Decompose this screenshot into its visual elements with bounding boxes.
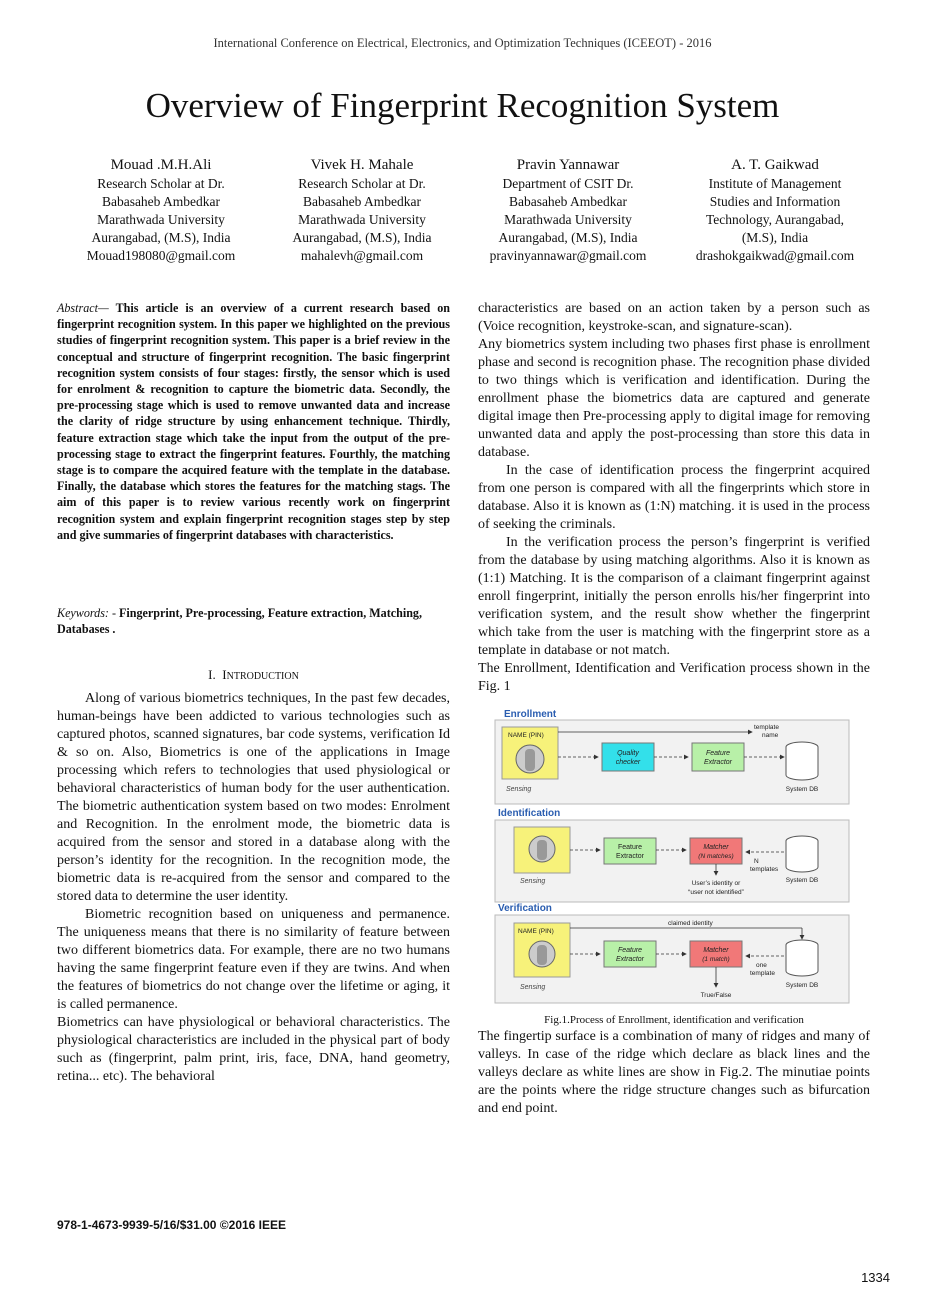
quality-checker-label: checker xyxy=(615,759,641,766)
author-block xyxy=(257,156,467,265)
quality-checker-box xyxy=(602,743,654,771)
right-column-body-continued xyxy=(478,1028,870,1118)
author-affiliation: Marathwada University xyxy=(97,212,225,227)
abstract xyxy=(57,300,450,543)
paragraph: Along of various biometrics techniques, In the past few decades, human-beings have been addicted to various technologies such as captured photos, scanned signatures, bar code systems, verification Id & so on. Also, Biometrics is one of the applications in Image processing which refers to technologies that used physiological or behavioral characteristics of human body for the user authentication. The biometric authentication system based on two modes: Enrolment and Recognition. In the enrolment mode, the biometric data is acquired from the sensor and stored in a database along with the person’s identity for the recognition. In the recognition mode, the biometric data is re-acquired from the sensor and compared to the stored data to determine the user identity. xyxy=(57,691,450,904)
author-affiliation: Studies and Information xyxy=(709,194,841,209)
finger-shape xyxy=(537,840,547,860)
keywords-text: Fingerprint, Pre-processing, Feature extraction, Matching, Databases . xyxy=(57,606,422,637)
figure-caption: Fig.1.Process of Enrollment, identification and verification xyxy=(544,1014,804,1026)
n-templates-label: templates xyxy=(750,866,779,873)
database-icon xyxy=(786,747,818,780)
matcher-label: Matcher xyxy=(703,947,729,954)
author-affiliation: Technology, Aurangabad, xyxy=(705,212,844,227)
feature-extractor-box xyxy=(692,743,744,771)
copyright-footer: 978-1-4673-9939-5/16/$31.00 ©2016 IEEE xyxy=(57,1218,287,1232)
identity-result-label: “user not identified” xyxy=(688,889,744,896)
section-heading xyxy=(57,667,450,683)
paragraph: Biometrics can have physiological or behavioral characteristics. The physiological characteristics are included in the physical part of body such as (fingerprint, palm print, iris, face, DNA, hand geometry, retina... etc). The behavioral xyxy=(57,1015,450,1084)
paper-title: Overview of Fingerprint Recognition System xyxy=(145,86,780,125)
figure-1-diagram xyxy=(492,707,852,1007)
author-block xyxy=(670,156,880,265)
author-name: A. T. Gaikwad xyxy=(731,157,819,173)
author-affiliation: Aurangabad, (M.S), India xyxy=(292,230,432,245)
conference-header: International Conference on Electrical, Electronics, and Optimization Techniques (ICEEOT) - 2016 xyxy=(213,36,712,50)
name-pin-label: NAME (PIN) xyxy=(518,928,554,935)
claimed-identity-label: claimed identity xyxy=(668,920,713,927)
author-affiliation: Department of CSIT Dr. xyxy=(502,176,634,191)
keywords xyxy=(57,605,450,637)
author-affiliation: Institute of Management xyxy=(708,176,842,191)
finger-shape xyxy=(537,945,547,965)
author-affiliation: Research Scholar at Dr. xyxy=(97,176,225,191)
name-pin-label: NAME (PIN) xyxy=(508,732,544,739)
system-db-label: System DB xyxy=(785,877,819,884)
author-block xyxy=(463,156,673,265)
section-number: I. xyxy=(208,667,216,682)
matcher-label: Matcher xyxy=(703,844,729,851)
feature-extractor-label: Extractor xyxy=(615,853,645,860)
author-name: Mouad .M.H.Ali xyxy=(110,157,212,173)
one-template-label: one xyxy=(756,962,767,969)
paragraph: Any biometrics system including two phases first phase is enrollment phase and second is recognition phase. The recognition phase divided to two things which is verification and identification. During the enrollment phase the biometrics data are captured and generate digital image then Pre-processing apply to digital image for removing unwanted data and apply the post-processing than store this data in database. xyxy=(478,337,870,460)
introduction-body xyxy=(57,690,450,1086)
database-icon xyxy=(786,945,818,976)
author-affiliation: Marathwada University xyxy=(298,212,426,227)
system-db-label: System DB xyxy=(785,982,819,989)
keywords-label: Keywords: - xyxy=(57,606,117,620)
paragraph: In the case of identification process the fingerprint acquired from one person is compared with all the fingerprints which store in database. Also it is known as (1:N) matching. it is used in the process of seeking the criminals. xyxy=(478,463,870,532)
database-icon xyxy=(786,841,818,872)
paragraph: characteristics are based on an action taken by a person such as (Voice recognition, keystroke-scan, and signature-scan). xyxy=(478,301,870,334)
author-affiliation: Babasaheb Ambedkar xyxy=(302,194,422,209)
feature-extractor-label: Extractor xyxy=(703,759,733,766)
matcher-box xyxy=(690,838,742,864)
paragraph: Biometric recognition based on uniqueness and permanence. The uniqueness means that there is no similarity of feature between two different biometrics data. For example, there are no two humans having the same fingerprint feature even if they are twins. And when the features of biometrics do not change over the lifetime or aging, it is called permanence. xyxy=(57,907,450,1012)
author-email[interactable]: pravinyannawar@gmail.com xyxy=(489,248,647,263)
author-affiliation: Research Scholar at Dr. xyxy=(298,176,426,191)
enrollment-title: Enrollment xyxy=(504,709,557,720)
author-block xyxy=(56,156,266,265)
right-column-body xyxy=(478,300,870,696)
n-matches-label: (N matches) xyxy=(698,853,734,860)
feature-extractor-label: Feature xyxy=(705,750,731,757)
verification-title: Verification xyxy=(498,903,552,914)
n-templates-label: N xyxy=(754,858,759,865)
finger-shape xyxy=(525,749,535,771)
author-affiliation: Babasaheb Ambedkar xyxy=(101,194,221,209)
author-name: Pravin Yannawar xyxy=(516,157,620,173)
sensing-label: Sensing xyxy=(520,984,546,991)
template-name-label: name xyxy=(762,732,779,739)
author-email[interactable]: drashokgaikwad@gmail.com xyxy=(695,248,855,263)
one-match-label: (1 match) xyxy=(702,956,730,963)
author-affiliation: (M.S), India xyxy=(741,230,809,245)
author-affiliation: Babasaheb Ambedkar xyxy=(508,194,628,209)
author-email[interactable]: mahalevh@gmail.com xyxy=(300,248,424,263)
section-title-initial: I xyxy=(222,667,227,682)
sensing-label: Sensing xyxy=(506,786,532,793)
identity-result-label: User’s identity or xyxy=(691,880,741,887)
paragraph: In the verification process the person’s fingerprint is verified from the database by using matching algorithms. Also it is known as (1:1) Matching. It is the comparison of a claimant fingerprint against enroll fingerprint, initially the person enrolls his/her fingerprint into verification system, and the result show whether the fingerprint which take from the user is matching with the fingerprint store as a template in database or not match. xyxy=(478,535,870,658)
paragraph: The Enrollment, Identification and Verification process shown in the Fig. 1 xyxy=(478,661,870,694)
true-false-label: True/False xyxy=(700,992,732,999)
feature-extractor-box xyxy=(604,941,656,967)
identification-title: Identification xyxy=(498,808,561,819)
page-number: 1334 xyxy=(861,1270,890,1285)
section-title-rest: NTRODUCTION xyxy=(226,671,299,682)
feature-extractor-box xyxy=(604,838,656,864)
quality-checker-label: Quality xyxy=(617,750,639,757)
feature-extractor-label: Feature xyxy=(617,947,643,954)
author-affiliation: Aurangabad, (M.S), India xyxy=(498,230,638,245)
abstract-label: Abstract— xyxy=(57,301,109,315)
author-name: Vivek H. Mahale xyxy=(310,157,414,173)
matcher-box xyxy=(690,941,742,967)
sensing-label: Sensing xyxy=(520,878,546,885)
feature-extractor-label: Extractor xyxy=(615,956,645,963)
paragraph: The fingertip surface is a combination of many of ridges and many of valleys. In case of the ridge which declare as black lines and the valleys declare as white lines are show in Fig.2. The minutiae points are the points where the ridge structure changes such as bifurcation and end point. xyxy=(478,1029,870,1116)
abstract-text: This article is an overview of a current research based on fingerprint recognition system. In this paper we highlighted on the previous studies of fingerprint recognition system. This paper is a brief review in the conceptual and structure of fingerprint recognition. The basic fingerprint recognition system consists of four stages: firstly, the sensor which is used for enrolment & recognition to capture the biometric data. Secondly, the pre-processing stage which is used to remove unwanted data and increase the clarity of ridge structure by using enhancement technique. Thirdly, feature extraction stage which take the input from the output of the pre-processing stage to extract the fingerprint features. Fourthly, the matching stage is to compare the acquired feature with the template in the database. Finally, the database which stores the features for the matching stags. The aim of this paper is to review various recently work on fingerprint recognition system and explain fingerprint recognition stages step by step and give summaries of fingerprint databases with characteristics. xyxy=(57,301,450,542)
one-template-label: template xyxy=(750,970,775,977)
template-name-label: template xyxy=(754,724,779,731)
feature-extractor-label: Feature xyxy=(617,844,643,851)
author-affiliation: Marathwada University xyxy=(504,212,632,227)
author-affiliation: Aurangabad, (M.S), India xyxy=(91,230,231,245)
system-db-label: System DB xyxy=(785,786,819,793)
author-email[interactable]: Mouad198080@gmail.com xyxy=(86,248,236,263)
